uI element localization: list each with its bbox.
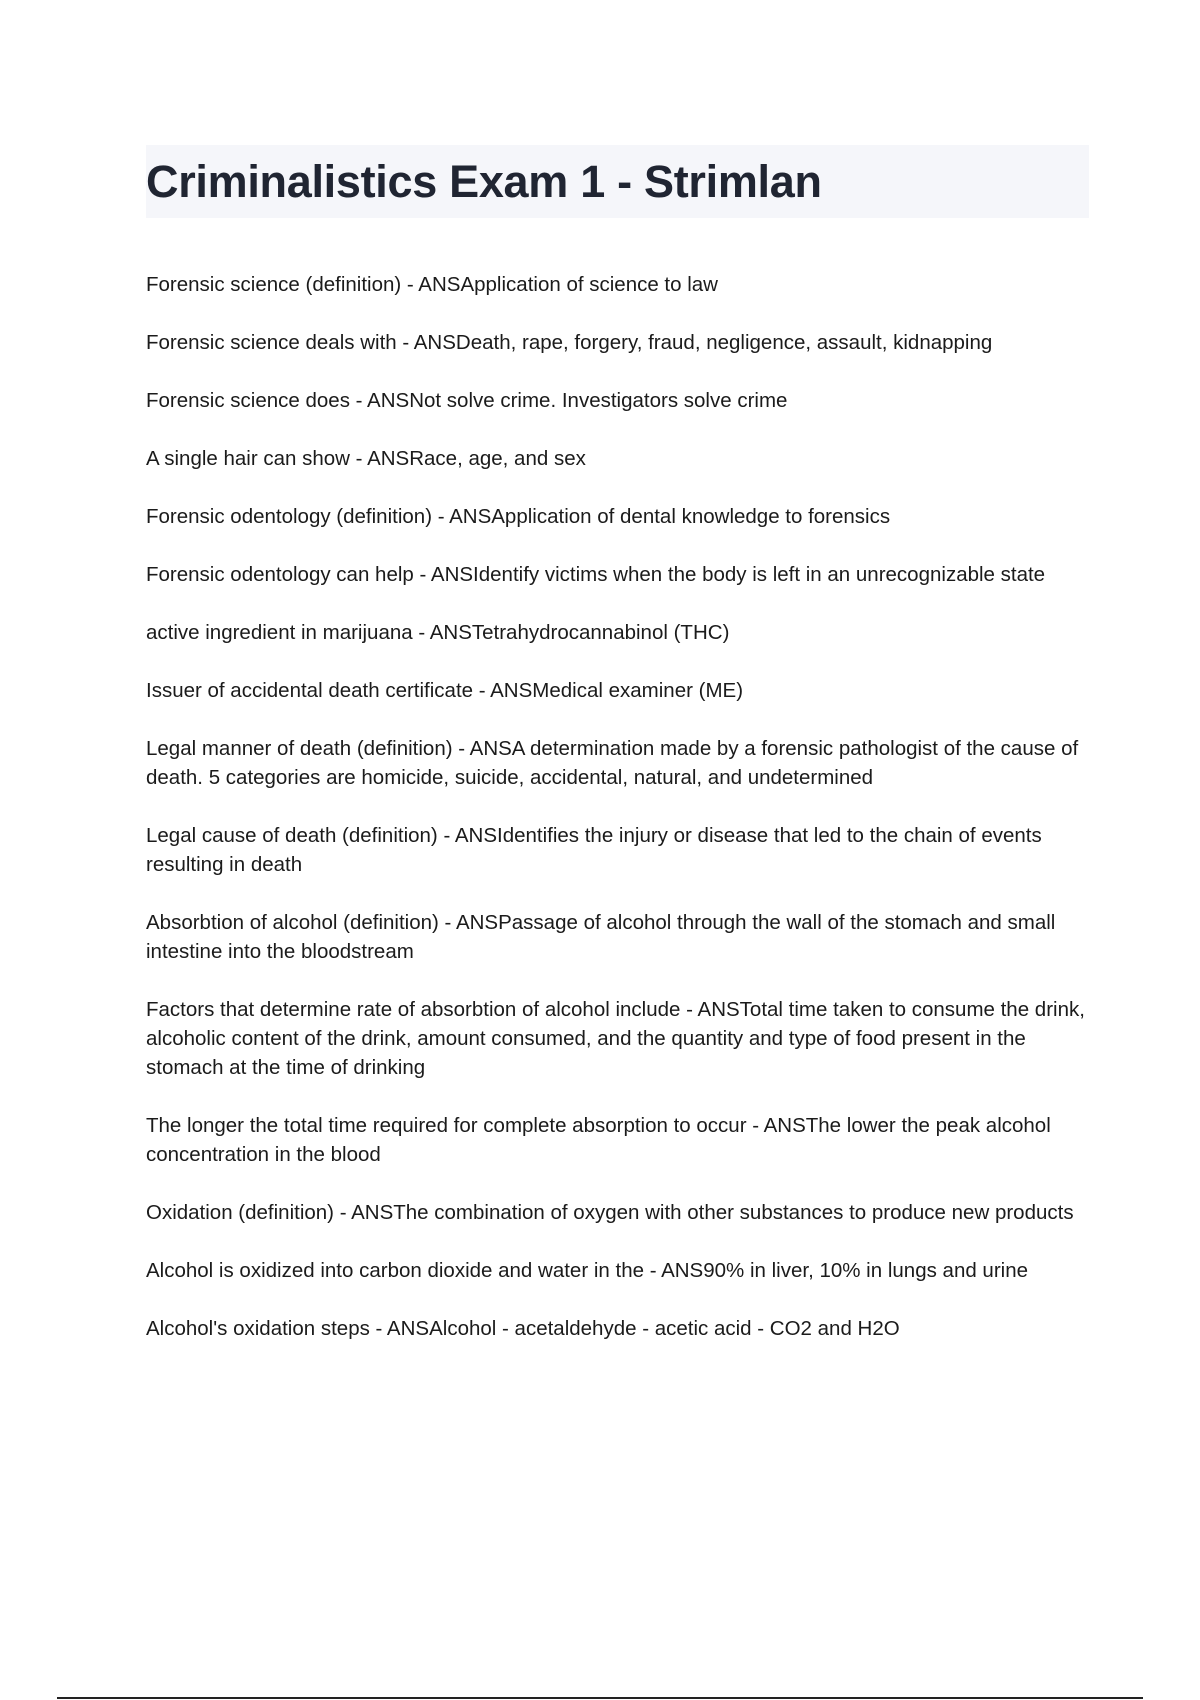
qa-item: A single hair can show - ANSRace, age, and sex	[146, 447, 586, 470]
qa-item: Oxidation (definition) - ANSThe combination of oxygen with other substances to produce new products	[146, 1201, 1074, 1224]
page-title: Criminalistics Exam 1 - Strimlan	[146, 156, 822, 207]
qa-item: Forensic odentology (definition) - ANSApplication of dental knowledge to forensics	[146, 505, 891, 528]
page-bottom-divider	[57, 1697, 1143, 1699]
qa-item: The longer the total time required for complete absorption to occur - ANSThe lower the peak alcohol concentration in the blood	[146, 1114, 1051, 1166]
title-banner	[146, 145, 1089, 218]
qa-item: Forensic science does - ANSNot solve crime. Investigators solve crime	[146, 389, 788, 412]
qa-item: Factors that determine rate of absorbtion of alcohol include - ANSTotal time taken to consume the drink, alcoholic content of the drink, amount consumed, and the quantity and type of food present in the stomach at the time of drinking	[146, 998, 1085, 1079]
qa-item: Issuer of accidental death certificate - ANSMedical examiner (ME)	[146, 679, 744, 702]
qa-item: Forensic science deals with - ANSDeath, rape, forgery, fraud, negligence, assault, kidnapping	[146, 331, 993, 354]
qa-item: active ingredient in marijuana - ANSTetrahydrocannabinol (THC)	[146, 621, 730, 644]
qa-item: Forensic odentology can help - ANSIdentify victims when the body is left in an unrecognizable state	[146, 563, 1046, 586]
qa-item: Alcohol's oxidation steps - ANSAlcohol - acetaldehyde - acetic acid - CO2 and H2O	[146, 1317, 900, 1340]
qa-item: Legal cause of death (definition) - ANSIdentifies the injury or disease that led to the chain of events resulting in death	[146, 824, 1042, 876]
qa-item: Absorbtion of alcohol (definition) - ANSPassage of alcohol through the wall of the stomach and small intestine into the bloodstream	[146, 911, 1056, 963]
qa-item: Legal manner of death (definition) - ANSA determination made by a forensic pathologist of the cause of death. 5 categories are homicide, suicide, accidental, natural, and undetermined	[146, 737, 1079, 789]
qa-list	[146, 270, 1086, 1372]
qa-item: Forensic science (definition) - ANSApplication of science to law	[146, 273, 718, 296]
qa-item: Alcohol is oxidized into carbon dioxide and water in the - ANS90% in liver, 10% in lungs and urine	[146, 1259, 1029, 1282]
